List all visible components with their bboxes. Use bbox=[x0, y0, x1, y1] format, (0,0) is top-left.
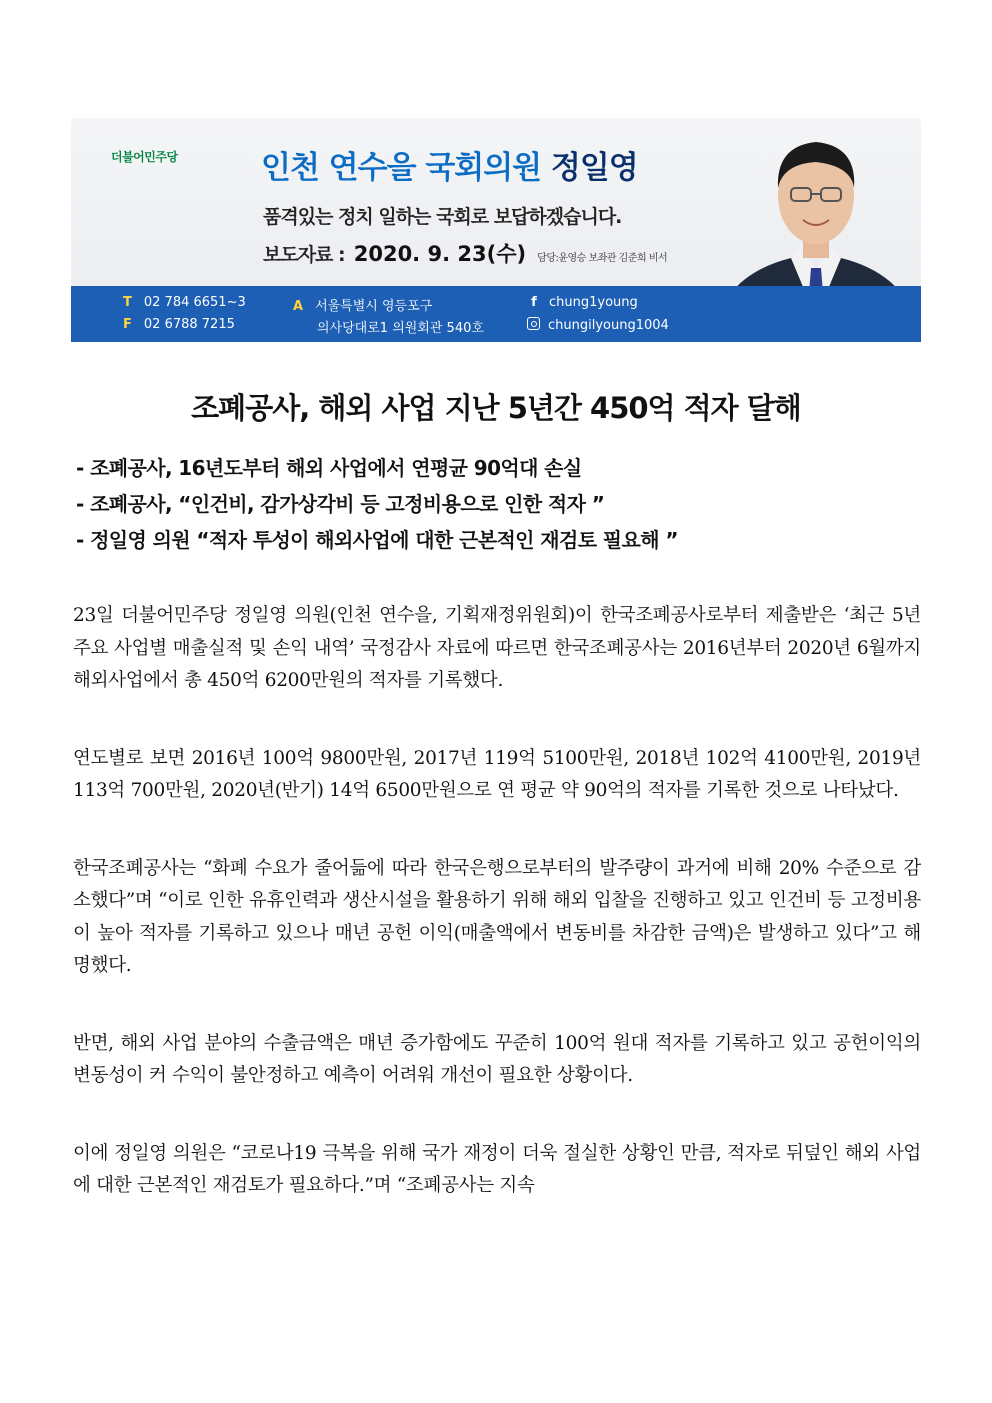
release-date: 2020. 9. 23(수) bbox=[353, 242, 527, 266]
facebook-icon: f bbox=[531, 295, 537, 310]
article-body bbox=[73, 600, 921, 1248]
banner-slogan: 품격있는 정치 일하는 국회로 보답하겠습니다. bbox=[263, 206, 622, 228]
facebook-row bbox=[527, 295, 638, 310]
subheadlines bbox=[76, 450, 678, 558]
address-row bbox=[293, 295, 432, 314]
address-line2: 의사당대로1 의원회관 540호 bbox=[317, 321, 484, 336]
address-key: A bbox=[293, 299, 304, 314]
fax-key: F bbox=[123, 317, 132, 332]
release-info bbox=[263, 238, 667, 268]
subheadline: - 정일영 의원 “적자 투성이 해외사업에 대한 근본적인 재검토 필요해 ” bbox=[76, 528, 678, 552]
contact-bar bbox=[71, 286, 921, 342]
phone-row bbox=[123, 295, 246, 310]
instagram-icon bbox=[527, 317, 540, 330]
banner-title bbox=[261, 142, 638, 187]
subheadline: - 조폐공사, “인건비, 감가상각비 등 고정비용으로 인한 적자 ” bbox=[76, 492, 605, 516]
instagram-handle: chungilyoung1004 bbox=[548, 318, 669, 333]
banner-title-prefix: 인천 연수을 국회의원 bbox=[261, 150, 542, 186]
paragraph: 연도별로 보면 2016년 100억 9800만원, 2017년 119억 5100만원, 2018년 102억 4100만원, 2019년 113억 700만원, 2020년(반기) 14억 6500만원으로 연 평균 약 90억의 적자를 기록한 것으로 나타났다. bbox=[73, 747, 921, 801]
headline: 조폐공사, 해외 사업 지난 5년간 450억 적자 달해 bbox=[191, 391, 801, 425]
paragraph: 반면, 해외 사업 분야의 수출금액은 매년 증가함에도 꾸준히 100억 원대 적자를 기록하고 있고 공헌이익의 변동성이 커 수익이 불안정하고 예측이 어려워 개선이 필요한 상황이다. bbox=[73, 1032, 921, 1086]
banner-title-name: 정일영 bbox=[550, 150, 638, 186]
party-logo: 더불어민주당 bbox=[111, 150, 178, 164]
phone-number: 02 784 6651~3 bbox=[143, 295, 246, 310]
phone-key: T bbox=[123, 295, 132, 310]
fax-row bbox=[123, 317, 235, 332]
paragraph: 23일 더불어민주당 정일영 의원(인천 연수을, 기획재정위원회)이 한국조폐공사로부터 제출받은 ‘최근 5년 주요 사업별 매출실적 및 손익 내역’ 국정감사 자료에 따르면 한국조폐공사는 2016년부터 2020년 6월까지 해외사업에서 총 450억 6200만원의 적자를 기록했다. bbox=[73, 605, 921, 691]
paragraph: 한국조폐공사는 “화폐 수요가 줄어듦에 따라 한국은행으로부터의 발주량이 과거에 비해 20% 수준으로 감소했다”며 “이로 인한 유휴인력과 생산시설을 활용하기 위해 해외 입찰을 진행하고 있고 인건비 등 고정비용이 높아 적자를 기록하고 있으나 매년 공헌 이익(매출액에서 변동비를 차감한 금액)은 발생하고 있다”고 해명했다. bbox=[73, 857, 921, 976]
contact-person: 담당:윤영승 보좌관 김준희 비서 bbox=[537, 253, 668, 264]
subheadline: - 조폐공사, 16년도부터 해외 사업에서 연평균 90억대 손실 bbox=[76, 456, 582, 480]
instagram-row bbox=[527, 317, 669, 333]
address-line1: 서울특별시 영등포구 bbox=[315, 299, 433, 314]
facebook-handle: chung1young bbox=[549, 295, 638, 310]
press-banner bbox=[71, 118, 921, 342]
release-label: 보도자료 : bbox=[263, 244, 345, 266]
paragraph: 이에 정일영 의원은 “코로나19 극복을 위해 국가 재정이 더욱 절실한 상황인 만큼, 적자로 뒤덮인 해외 사업에 대한 근본적인 재검토가 필요하다.”며 “조폐공사는 지속 bbox=[73, 1142, 921, 1196]
fax-number: 02 6788 7215 bbox=[143, 317, 235, 332]
